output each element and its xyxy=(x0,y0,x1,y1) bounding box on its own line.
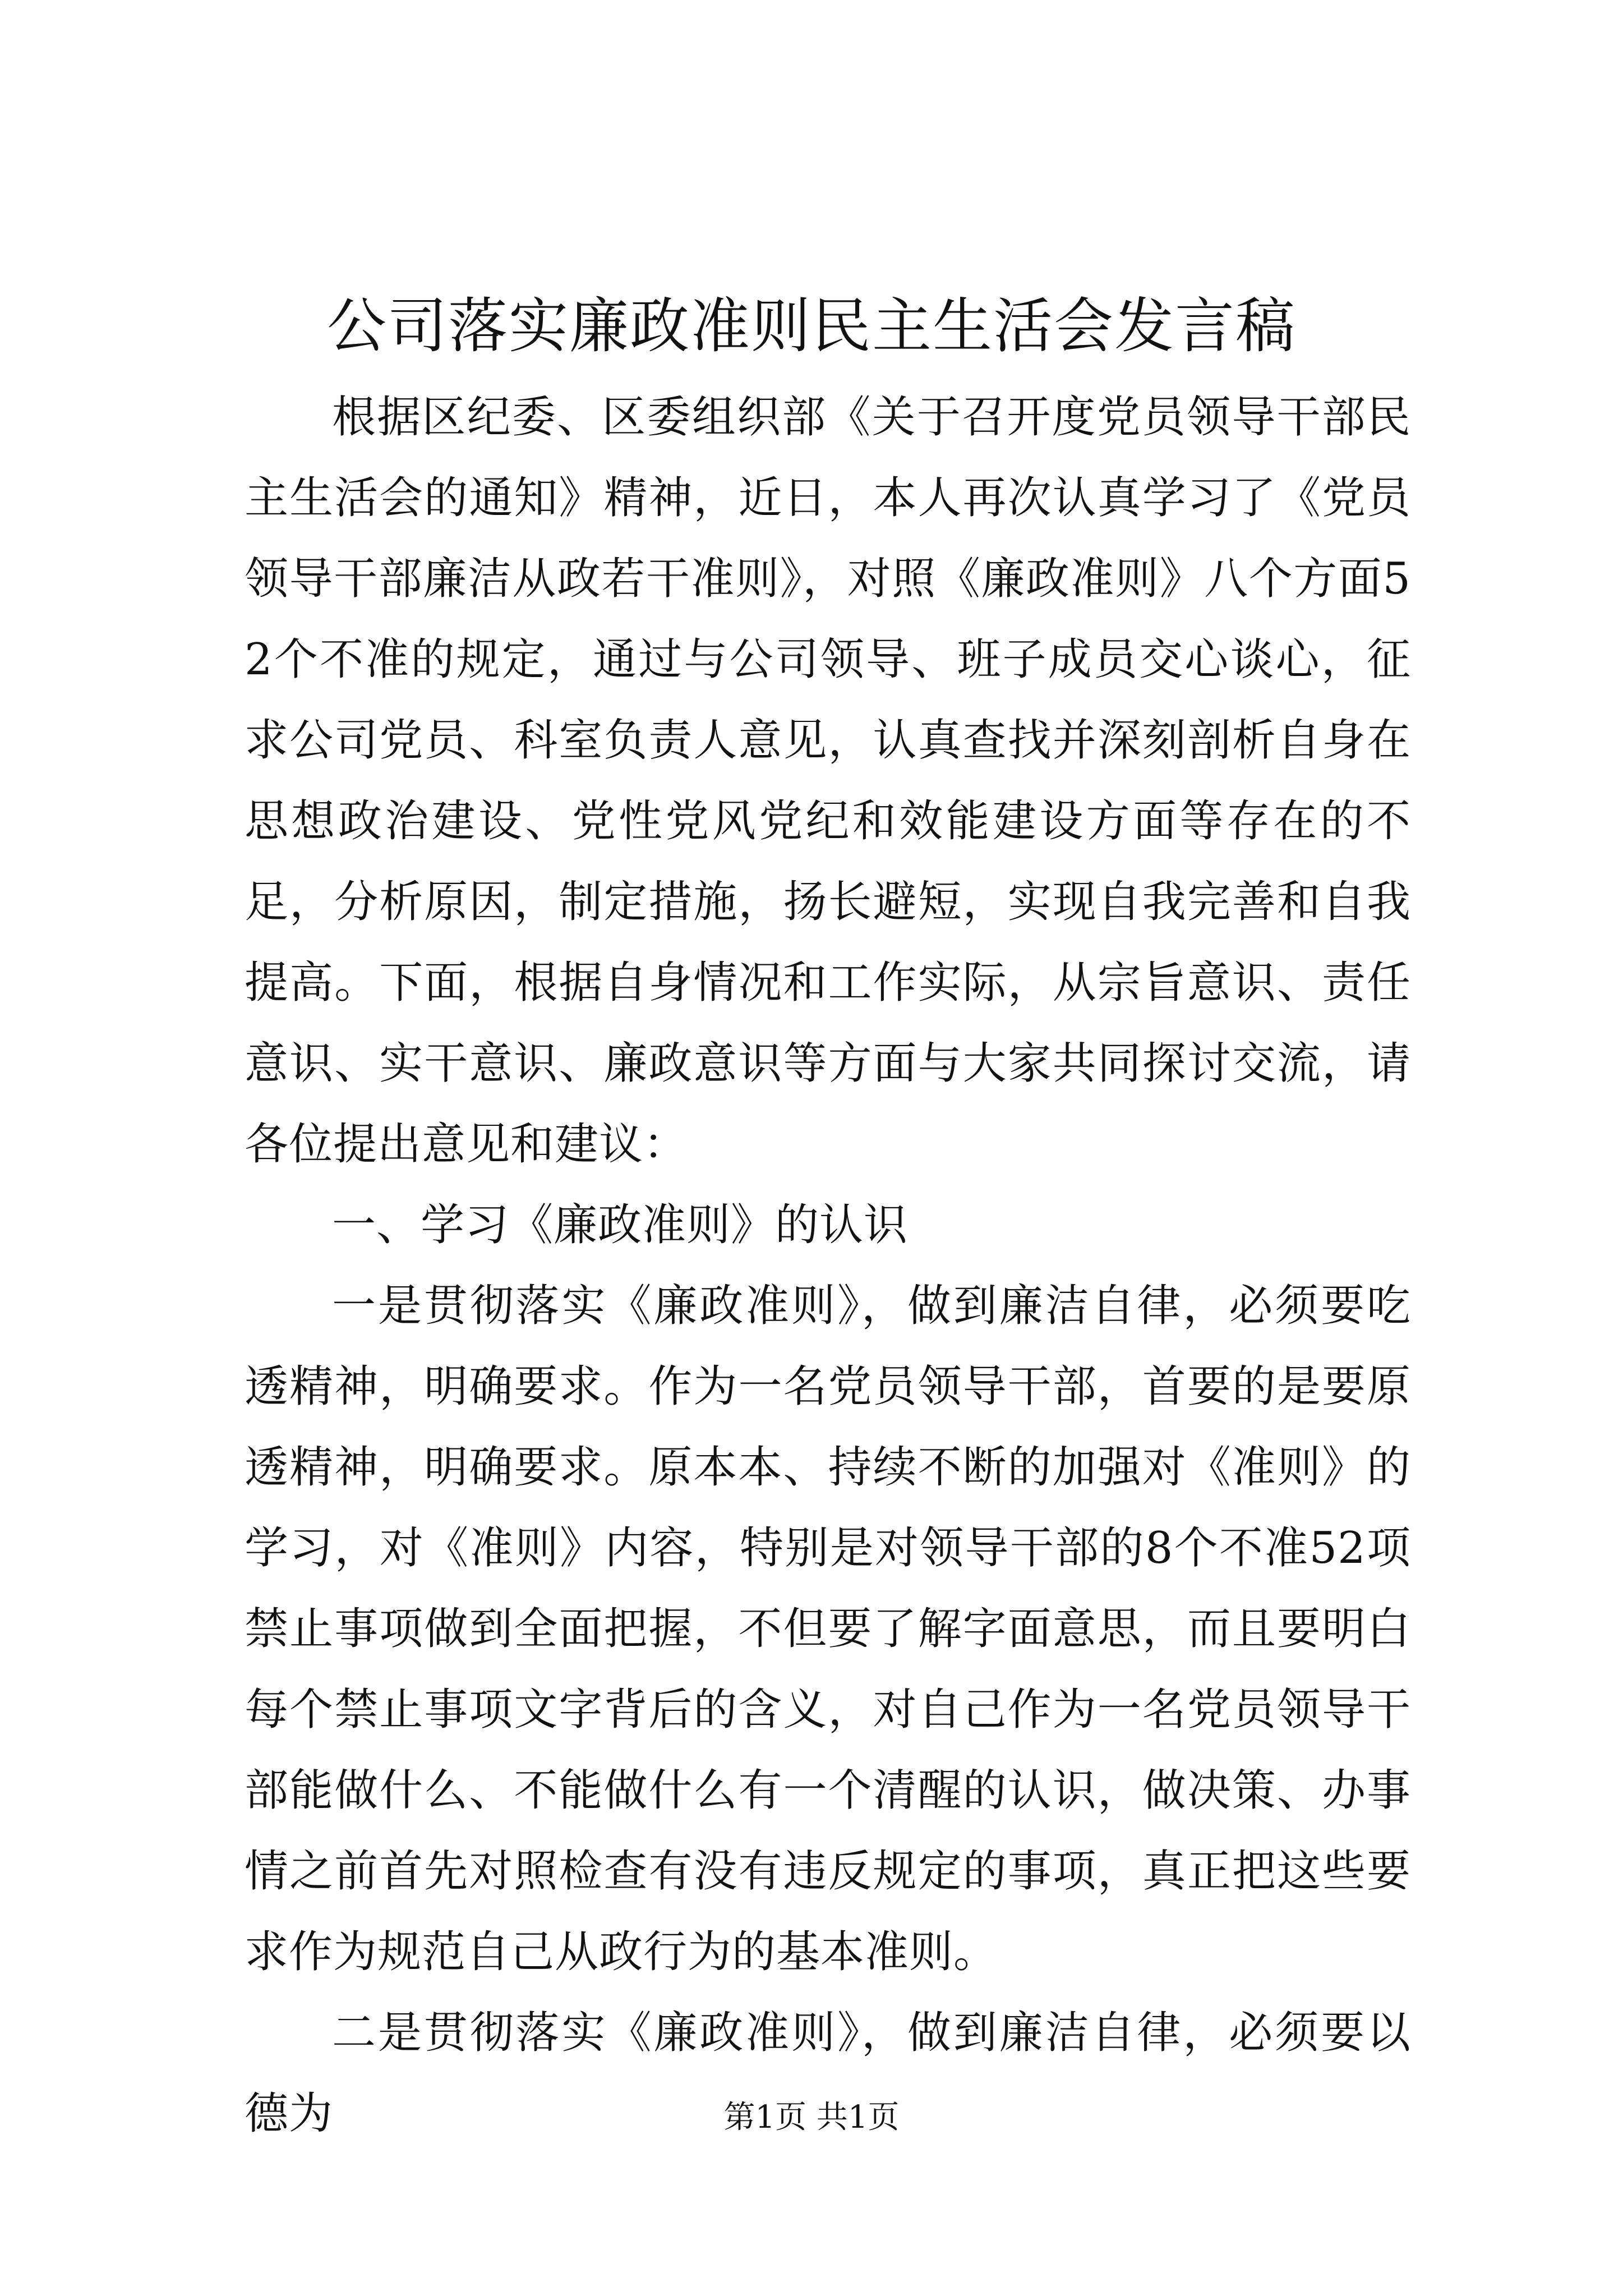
document-body xyxy=(245,377,1411,2154)
section-heading-1: 一、学习《廉政准则》的认识 xyxy=(332,1200,909,1250)
paragraph-point-2: 二是贯彻落实《廉政准则》，做到廉洁自律，必须要以德为 xyxy=(245,2008,1411,2139)
document-title: 公司落实廉政准则民主生活会发言稿 xyxy=(327,292,1296,361)
page-footer: 第1页 共1页 xyxy=(723,2099,900,2136)
paragraph-intro: 根据区纪委、区委组织部《关于召开度党员领导干部民主生活会的通知》精神，近日，本人再次认真学习了《党员领导干部廉洁从政若干准则》，对照《廉政准则》八个方面52个不准的规定，通过与公司领导、班子成员交心谈心，征求公司党员、科室负责人意见，认真查找并深刻剖析自身在思想政治建设、党性党风党纪和效能建设方面等存在的不足，分析原因，制定措施，扬长避短，实现自我完善和自我提高。下面，根据自身情况和工作实际，从宗旨意识、责任意识、实干意识、廉政意识等方面与大家共同探讨交流，请各位提出意见和建议： xyxy=(245,392,1411,1170)
paragraph-point-1: 一是贯彻落实《廉政准则》，做到廉洁自律，必须要吃透精神，明确要求。作为一名党员领导干部，首要的是要原透精神，明确要求。原本本、持续不断的加强对《准则》的学习，对《准则》内容，特别是对领导干部的8个不准52项禁止事项做到全面把握，不但要了解字面意思，而且要明白每个禁止事项文字背后的含义，对自己作为一名党员领导干部能做什么、不能做什么有一个清醒的认识，做决策、办事情之前首先对照检查有没有违反规定的事项，真正把这些要求作为规范自己从政行为的基本准则。 xyxy=(245,1281,1411,1977)
